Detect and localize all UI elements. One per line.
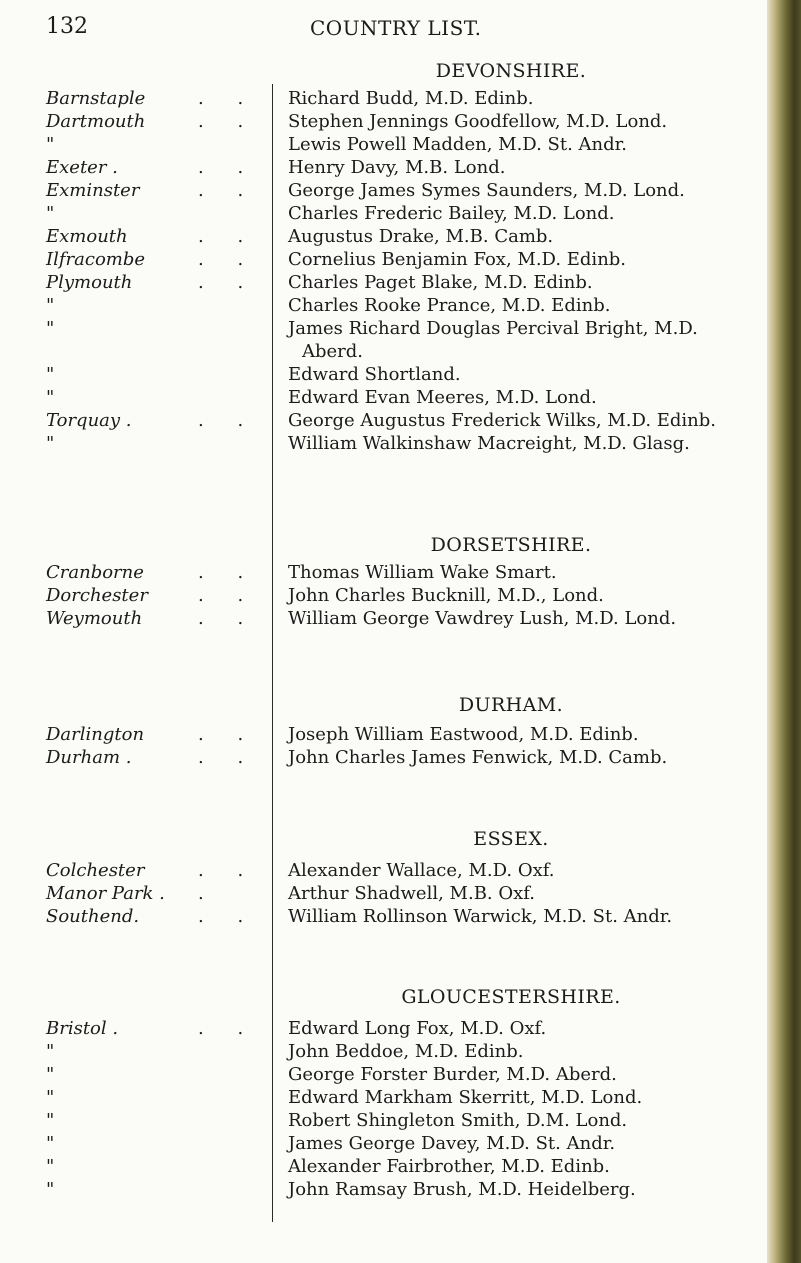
person-name: George Augustus Frederick Wilks, M.D. Edinb. [288, 410, 717, 431]
person-name: Arthur Shadwell, M.B. Oxf. [288, 883, 536, 904]
person-name: Charles Frederic Bailey, M.D. Lond. [288, 203, 615, 224]
person-name: James Richard Douglas Percival Bright, M.D. [288, 318, 698, 339]
leader-dots: . . [198, 111, 258, 132]
person-name: John Charles James Fenwick, M.D. Camb. [288, 747, 668, 768]
leader-dots: . . [198, 747, 258, 768]
running-head: COUNTRY LIST. [310, 16, 482, 40]
section-title: GLOUCESTERSHIRE. [401, 986, 621, 1008]
place-name: Dorchester [46, 585, 148, 606]
place-name: Southend. [46, 906, 140, 927]
person-name: George Forster Burder, M.D. Aberd. [288, 1064, 617, 1085]
place-name: Torquay . [46, 410, 132, 431]
place-name: Weymouth [46, 608, 143, 629]
list-item [0, 364, 770, 387]
person-name: Robert Shingleton Smith, D.M. Lond. [288, 1110, 628, 1131]
page-number: 132 [46, 14, 88, 39]
person-name: Alexander Wallace, M.D. Oxf. [288, 860, 555, 881]
place-name: Colchester [46, 860, 145, 881]
list-item [0, 1041, 770, 1064]
list-item [0, 272, 770, 295]
person-name: John Beddoe, M.D. Edinb. [288, 1041, 524, 1062]
entry-list [0, 88, 770, 456]
leader-dots: . . [198, 906, 258, 927]
page-edge-shadow [767, 0, 801, 1263]
person-name: Cornelius Benjamin Fox, M.D. Edinb. [288, 249, 627, 270]
place-name: Barnstaple [46, 88, 146, 109]
place-name: " [46, 1133, 55, 1154]
place-name: " [46, 1087, 55, 1108]
place-name: " [46, 387, 55, 408]
entry-list [0, 1018, 770, 1202]
leader-dots: . . [198, 272, 258, 293]
list-item [0, 906, 770, 929]
list-item [0, 410, 770, 433]
person-name: John Ramsay Brush, M.D. Heidelberg. [288, 1179, 636, 1200]
place-name: " [46, 1041, 55, 1062]
person-name: William Rollinson Warwick, M.D. St. Andr. [288, 906, 673, 927]
section-title: DORSETSHIRE. [430, 534, 592, 556]
person-name: Charles Rooke Prance, M.D. Edinb. [288, 295, 611, 316]
leader-dots: . . [198, 562, 258, 583]
person-name: James George Davey, M.D. St. Andr. [288, 1133, 616, 1154]
leader-dots: . . [198, 608, 258, 629]
person-name-continuation: Aberd. [302, 341, 364, 362]
place-name: " [46, 134, 55, 155]
person-name: Joseph William Eastwood, M.D. Edinb. [288, 724, 639, 745]
place-name: Darlington [46, 724, 145, 745]
place-name: " [46, 1179, 55, 1200]
person-name: Augustus Drake, M.B. Camb. [288, 226, 554, 247]
person-name: Edward Long Fox, M.D. Oxf. [288, 1018, 547, 1039]
place-name: Dartmouth [46, 111, 146, 132]
person-name: Edward Evan Meeres, M.D. Lond. [288, 387, 597, 408]
leader-dots: . . [198, 410, 258, 431]
section-title: DURHAM. [458, 694, 564, 716]
place-name: " [46, 364, 55, 385]
section-title: DEVONSHIRE. [435, 60, 587, 82]
list-item [0, 111, 770, 134]
place-name: Cranborne [46, 562, 144, 583]
list-item [0, 1087, 770, 1110]
place-name: Ilfracombe [46, 249, 146, 270]
list-item [0, 249, 770, 272]
entry-list [0, 860, 770, 929]
leader-dots: . . [198, 180, 258, 201]
place-name: Plymouth [46, 272, 133, 293]
list-item [0, 203, 770, 226]
list-item [0, 562, 770, 585]
list-item [0, 883, 770, 906]
list-item [0, 1179, 770, 1202]
list-item [0, 295, 770, 318]
person-name: Thomas William Wake Smart. [288, 562, 557, 583]
leader-dots: . [198, 883, 218, 904]
person-name: Edward Markham Skerritt, M.D. Lond. [288, 1087, 643, 1108]
person-name: Charles Paget Blake, M.D. Edinb. [288, 272, 593, 293]
list-item [0, 226, 770, 249]
place-name: " [46, 203, 55, 224]
list-item [0, 585, 770, 608]
list-item [0, 134, 770, 157]
section-title: ESSEX. [473, 828, 549, 850]
place-name: " [46, 318, 55, 339]
list-item [0, 387, 770, 410]
place-name: " [46, 1110, 55, 1131]
person-name: Alexander Fairbrother, M.D. Edinb. [288, 1156, 610, 1177]
list-item [0, 318, 770, 341]
person-name: Edward Shortland. [288, 364, 461, 385]
list-item [0, 860, 770, 883]
place-name: " [46, 1064, 55, 1085]
place-name: Manor Park . [46, 883, 165, 904]
person-name: William George Vawdrey Lush, M.D. Lond. [288, 608, 677, 629]
person-name: George James Symes Saunders, M.D. Lond. [288, 180, 685, 201]
list-item [0, 1110, 770, 1133]
page-header [0, 14, 760, 46]
list-item [0, 1156, 770, 1179]
person-name: Stephen Jennings Goodfellow, M.D. Lond. [288, 111, 668, 132]
place-name: Bristol . [46, 1018, 119, 1039]
list-item [0, 180, 770, 203]
list-item [0, 608, 770, 631]
list-item [0, 747, 770, 770]
leader-dots: . . [198, 585, 258, 606]
person-name: Henry Davy, M.B. Lond. [288, 157, 506, 178]
leader-dots: . . [198, 226, 258, 247]
list-item [0, 724, 770, 747]
entry-list [0, 724, 770, 770]
person-name: Lewis Powell Madden, M.D. St. Andr. [288, 134, 627, 155]
leader-dots: . . [198, 157, 258, 178]
person-name: John Charles Bucknill, M.D., Lond. [288, 585, 604, 606]
place-name: " [46, 433, 55, 454]
list-item [0, 157, 770, 180]
person-name: Richard Budd, M.D. Edinb. [288, 88, 534, 109]
list-item [0, 1133, 770, 1156]
place-name: Exmouth [46, 226, 128, 247]
entry-list [0, 562, 770, 631]
leader-dots: . . [198, 724, 258, 745]
list-item [0, 433, 770, 456]
list-item [0, 1018, 770, 1041]
list-item [0, 1064, 770, 1087]
list-item [0, 88, 770, 111]
place-name: Exeter . [46, 157, 118, 178]
leader-dots: . . [198, 88, 258, 109]
place-name: " [46, 295, 55, 316]
leader-dots: . . [198, 1018, 258, 1039]
place-name: Exminster [46, 180, 140, 201]
list-item-continuation [0, 341, 770, 364]
leader-dots: . . [198, 860, 258, 881]
place-name: Durham . [46, 747, 132, 768]
leader-dots: . . [198, 249, 258, 270]
place-name: " [46, 1156, 55, 1177]
person-name: William Walkinshaw Macreight, M.D. Glasg. [288, 433, 690, 454]
